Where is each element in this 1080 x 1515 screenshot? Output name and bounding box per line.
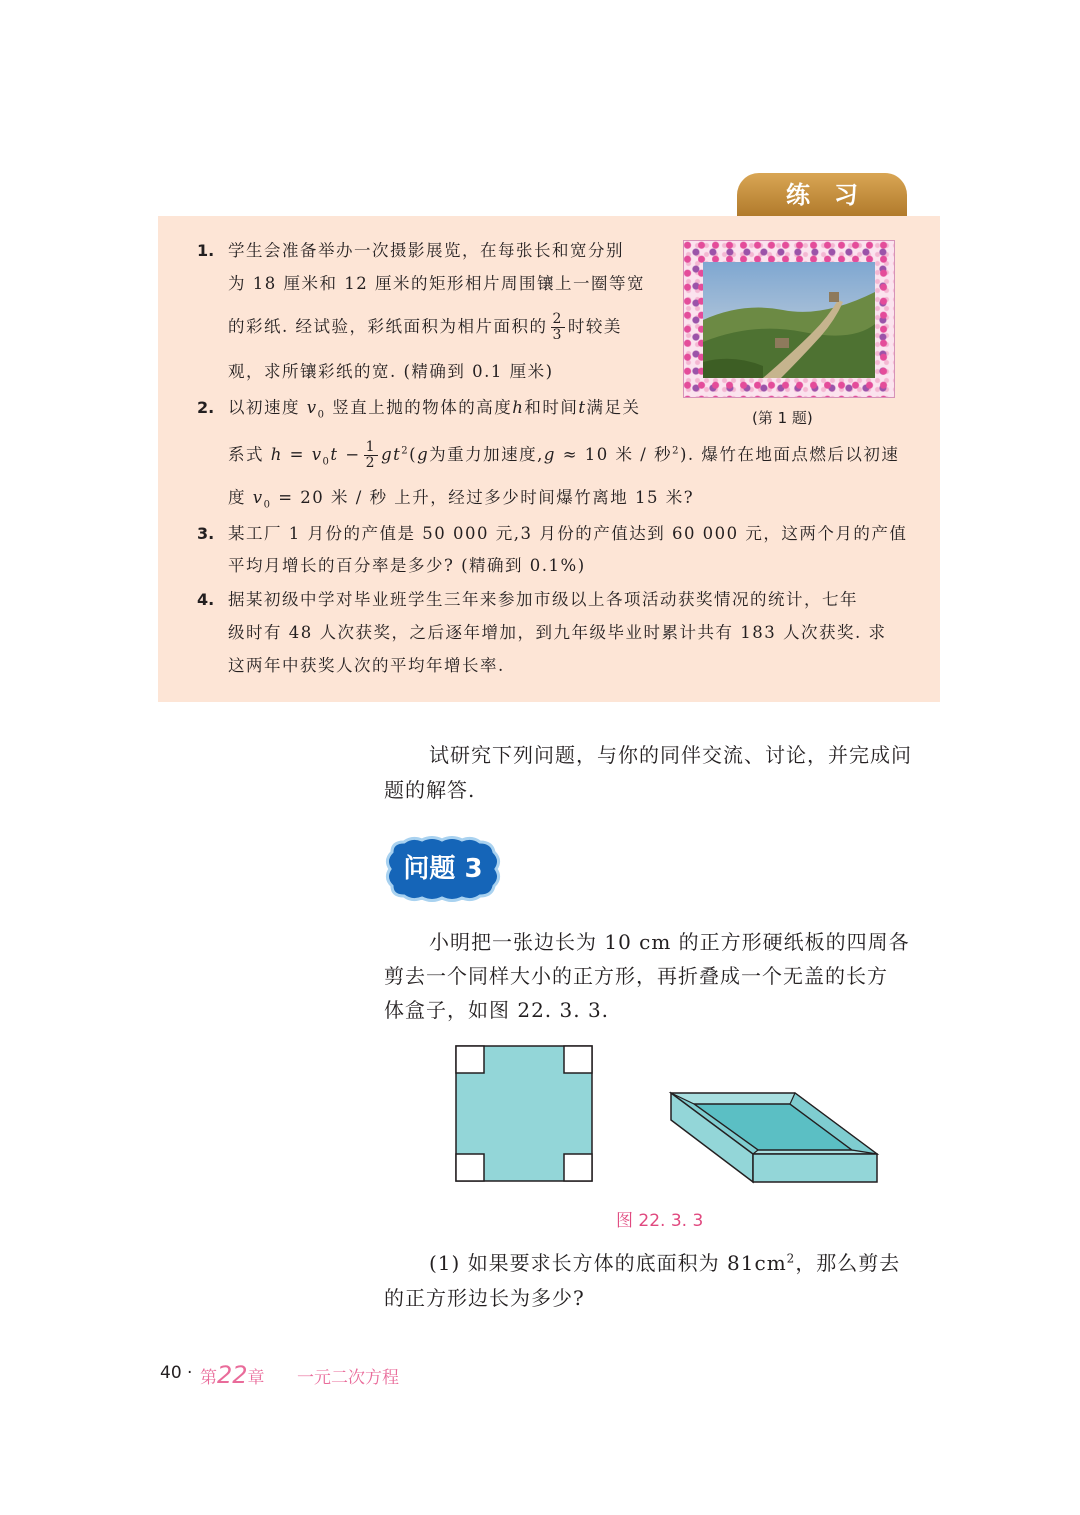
question-4-line-1: 据某初级中学对毕业班学生三年来参加市级以上各项活动获奖情况的统计，七年 [228, 590, 858, 609]
sub-question-1-line-1 [429, 1245, 900, 1281]
sub-question-text: (1) 如果要求长方体的底面积为 81cm [429, 1251, 787, 1275]
chapter-number: 22 [217, 1361, 248, 1389]
question-4-number: 4. [197, 590, 215, 609]
equals-sign: = [289, 445, 305, 464]
question-1-line-4: 观，求所镶彩纸的宽. (精确到 0.1 厘米) [228, 362, 554, 381]
v-symbol: v [311, 445, 323, 464]
question-1-number: 1. [197, 241, 215, 260]
photo-caption: (第 1 题) [752, 409, 813, 427]
question-2-line-2 [228, 440, 899, 471]
superscript-two: 2 [401, 445, 410, 457]
page-number: 40 · [160, 1363, 193, 1383]
question-2-number: 2. [197, 398, 215, 417]
q2-text: ≈ 10 米 / 秒 [562, 445, 673, 464]
gt-symbol: gt [381, 445, 402, 464]
t-symbol: t [578, 398, 587, 417]
chapter-suffix: 章 [247, 1368, 265, 1388]
question-3-line-1: 某工厂 1 月份的产值是 50 000 元,3 月份的产值达到 60 000 元，这两个月的产值 [228, 524, 908, 543]
q2-text: 为重力加速度, [429, 445, 544, 464]
q2-text: 满足关 [586, 398, 641, 417]
q2-text: 度 [228, 488, 246, 507]
intro-line-1: 试研究下列问题，与你的同伴交流、讨论，并完成问 [429, 743, 912, 767]
q2-text: 和时间 [524, 398, 579, 417]
question-1-line-3-b: 时较美 [567, 317, 622, 336]
question-1-line-3-a: 的彩纸. 经试验，彩纸面积为相片面积的 [228, 317, 548, 336]
fraction-two-thirds [551, 312, 565, 343]
q2-text: 竖直上抛的物体的高度 [332, 398, 513, 417]
question-1-line-2: 为 18 厘米和 12 厘米的矩形相片周围镶上一圈等宽 [228, 274, 645, 293]
question-3-line-2: 平均月增长的百分率是多少? (精确到 0.1%) [228, 556, 586, 575]
q2-text: ( [409, 445, 418, 464]
minus-sign: − [345, 445, 361, 464]
open-box-figure [668, 1088, 882, 1186]
q2-text: 系式 [228, 445, 264, 464]
q2-text: = 20 米 / 秒 上升，经过多少时间爆竹离地 15 米? [278, 488, 695, 507]
exercise-tab: 练习 [737, 173, 907, 217]
fraction-numerator: 1 [365, 439, 377, 455]
h-symbol: h [270, 445, 283, 464]
q2-text: ). 爆竹在地面点燃后以初速 [679, 445, 900, 464]
g-symbol: g [543, 445, 556, 464]
question-1-line-3 [228, 312, 622, 343]
intro-line-2: 题的解答. [384, 778, 476, 802]
subscript-zero: 0 [322, 456, 331, 468]
figure-caption: 图 22. 3. 3 [616, 1211, 704, 1231]
fraction-denominator: 2 [365, 455, 377, 471]
great-wall-photo [703, 262, 875, 378]
v-symbol: v [252, 488, 264, 507]
chapter-prefix: 第 [200, 1368, 217, 1388]
sub-question-1-line-2: 的正方形边长为多少? [384, 1286, 585, 1310]
h-symbol: h [512, 398, 525, 417]
sub-question-text: ，那么剪去 [795, 1251, 901, 1275]
question-4-line-3: 这两年中获奖人次的平均年增长率. [228, 656, 505, 675]
subscript-zero: 0 [263, 499, 272, 511]
subscript-zero: 0 [317, 409, 326, 421]
g-symbol: g [417, 445, 430, 464]
chapter-label [200, 1361, 265, 1389]
chapter-title: 一元二次方程 [297, 1368, 399, 1388]
superscript-two: 2 [672, 445, 680, 457]
question-1-line-1: 学生会准备举办一次摄影展览，在每张长和宽分别 [228, 241, 624, 260]
problem-3-line-2: 剪去一个同样大小的正方形，再折叠成一个无盖的长方 [384, 964, 888, 988]
cut-square-figure [455, 1045, 595, 1183]
question-3-number: 3. [197, 524, 215, 543]
question-2-line-3 [228, 488, 695, 511]
problem-badge-label: 问题 3 [403, 854, 483, 884]
fraction-one-half [364, 440, 378, 471]
problem-3-line-3: 体盒子，如图 22. 3. 3. [384, 998, 610, 1022]
question-4-line-2: 级时有 48 人次获奖，之后逐年增加，到九年级毕业时累计共有 183 人次获奖. 求 [228, 623, 887, 642]
v-symbol: v [306, 398, 318, 417]
problem-3-line-1: 小明把一张边长为 10 cm 的正方形硬纸板的四周各 [429, 930, 910, 954]
fraction-numerator: 2 [552, 311, 563, 327]
t-symbol: t [330, 445, 339, 464]
question-2-line-1 [228, 398, 641, 421]
fraction-denominator: 3 [552, 327, 563, 343]
q2-text: 以初速度 [228, 398, 300, 417]
superscript-two: 2 [786, 1251, 796, 1266]
